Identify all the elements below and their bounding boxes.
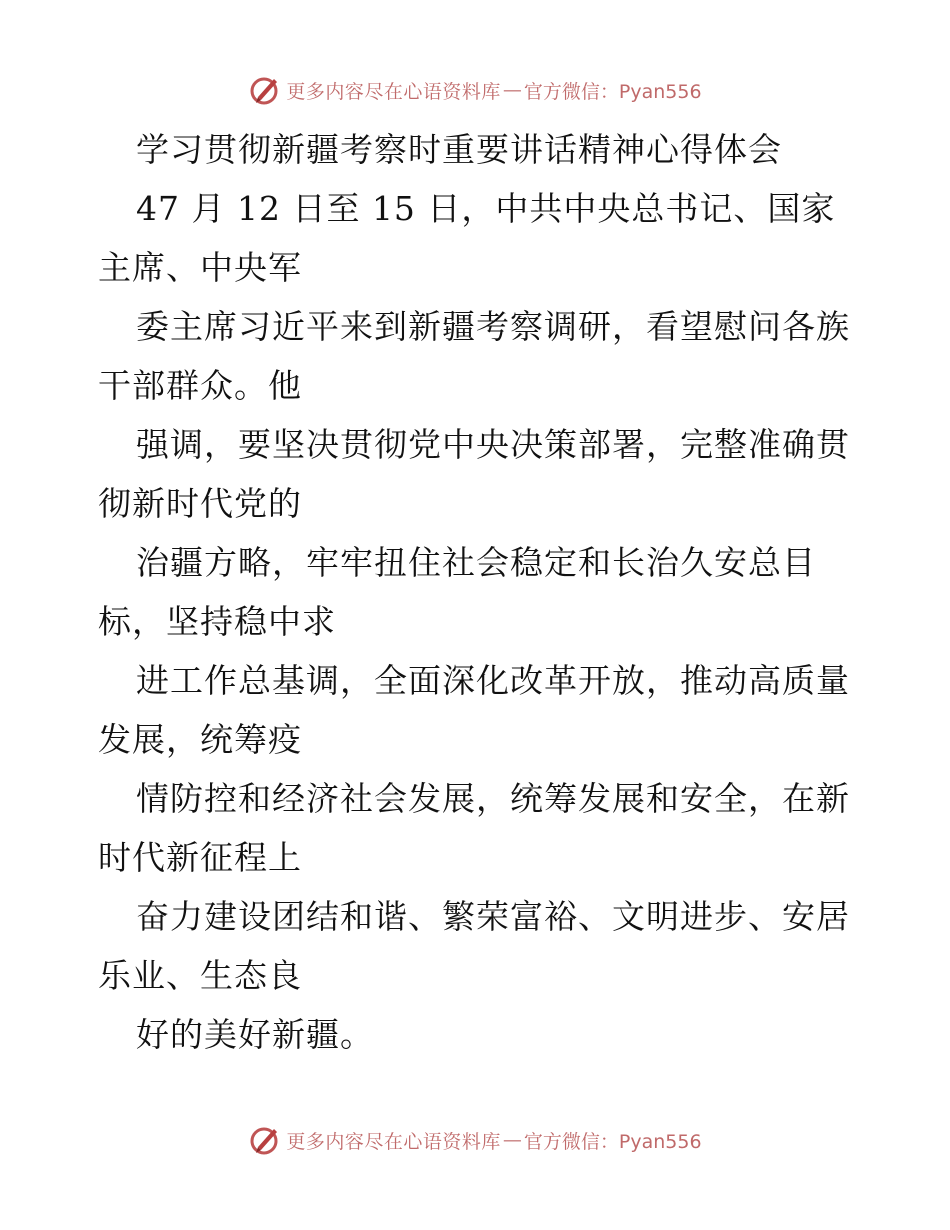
watermark-text: 更多内容尽在心语资料库 (286, 80, 501, 103)
paragraph-line: 47 月 12 日至 15 日，中共中央总书记、国家 (136, 189, 836, 228)
paragraph-line: 奋力建设团结和谐、繁荣富裕、文明进步、安居 (136, 897, 850, 936)
paragraph-line: 主席、中央军 (98, 248, 302, 287)
paragraph-line: 进工作总基调，全面深化改革开放，推动高质量 (136, 661, 850, 700)
quill-pen-logo-icon (248, 1123, 282, 1157)
paragraph-line: 发展，统筹疫 (98, 720, 302, 759)
paragraph-line: 时代新征程上 (98, 838, 302, 877)
paragraph-line: 情防控和经济社会发展，统筹发展和安全，在新 (136, 779, 850, 818)
header-watermark (0, 70, 950, 110)
paragraph-line: 强调，要坚决贯彻党中央决策部署，完整准确贯 (136, 425, 850, 464)
paragraph-line: 治疆方略，牢牢扭住社会稳定和长治久安总目 (136, 543, 816, 582)
footer-watermark (0, 1120, 950, 1160)
paragraph-line: 委主席习近平来到新疆考察调研，看望慰问各族 (136, 307, 850, 346)
paragraph-line: 好的美好新疆。 (136, 1015, 374, 1054)
document-body (98, 120, 858, 1064)
quill-pen-logo-icon (248, 73, 282, 107)
paragraph-line: 干部群众。他 (98, 366, 302, 405)
watermark-dash: — (502, 79, 522, 101)
watermark-contact: 官方微信：Pyan556 (523, 1130, 702, 1153)
watermark-text: 更多内容尽在心语资料库 (286, 1130, 501, 1153)
paragraph-line: 标，坚持稳中求 (98, 602, 336, 641)
document-title: 学习贯彻新疆考察时重要讲话精神心得体会 (136, 130, 782, 169)
paragraph-line: 乐业、生态良 (98, 956, 302, 995)
paragraph-line: 彻新时代党的 (98, 484, 302, 523)
watermark-dash: — (502, 1129, 522, 1151)
watermark-contact: 官方微信：Pyan556 (523, 80, 702, 103)
